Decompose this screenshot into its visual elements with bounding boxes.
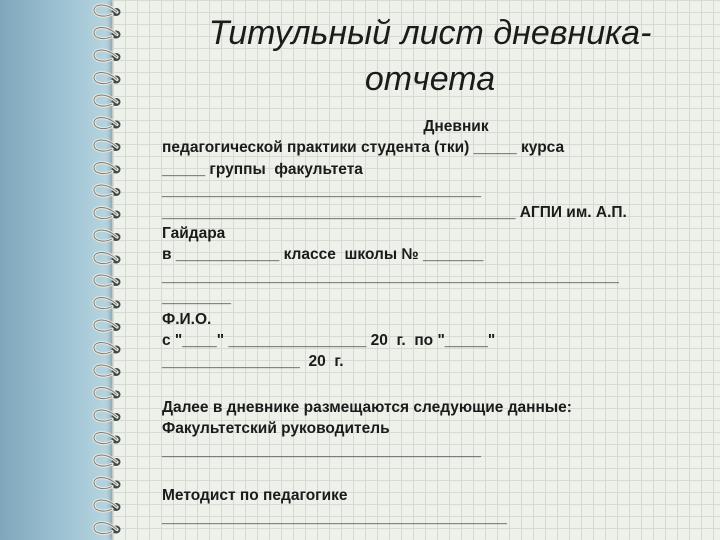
blank-line: ________ (162, 289, 231, 307)
blank-line: _____________________________________________________ (162, 267, 619, 285)
form-text-block (162, 116, 710, 528)
following-data-line: Далее в дневнике размещаются следующие данные: (162, 398, 572, 416)
practice-line: педагогической практики студента (тки) _____ курса (162, 139, 565, 157)
title-line-1: Титульный лист дневника- (208, 14, 652, 52)
faculty-supervisor-label: Факультетский руководитель (162, 420, 390, 438)
spiral-binding-icon (86, 0, 136, 540)
diary-heading: Дневник (423, 118, 489, 135)
title-line-2: отчета (364, 60, 496, 98)
methodist-label: Методист по педагогике (162, 487, 348, 505)
class-school-line: в ____________ классе школы № _______ (162, 246, 484, 264)
blank-line: _____________________________________ (162, 182, 481, 200)
date-range-line: с "____" ________________ 20 г. по "_____" (162, 332, 496, 350)
institute-line-continued: Гайдара (162, 225, 226, 243)
group-faculty-line: _____ группы факультета (162, 160, 363, 178)
blank-line: _____________________________________ (162, 441, 481, 459)
institute-line: _________________________________________ АГПИ им. А.П. (162, 203, 627, 221)
date-range-end-line: ________________ 20 г. (162, 353, 344, 371)
fio-label: Ф.И.О. (162, 310, 212, 328)
blank-line: ________________________________________ (162, 508, 507, 526)
page-title (150, 10, 710, 102)
